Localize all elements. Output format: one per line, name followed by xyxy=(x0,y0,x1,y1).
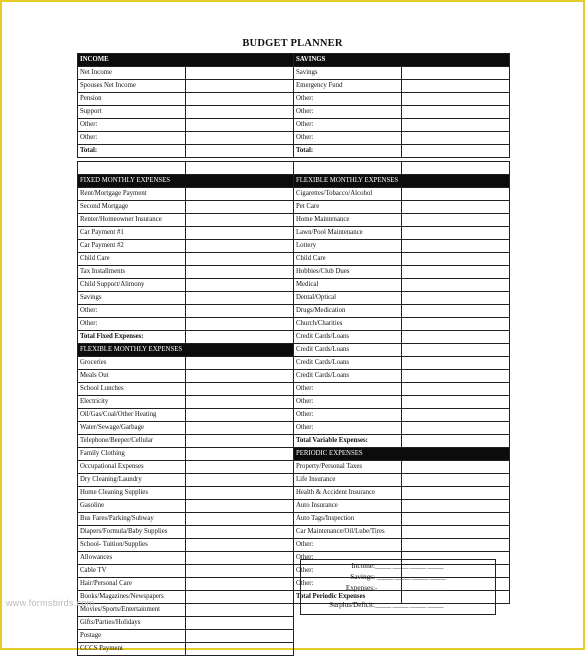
expense-label: Auto Tags/Inspection xyxy=(294,513,402,526)
expense-label: Home Maintenance xyxy=(294,214,402,227)
expense-amount-cell[interactable] xyxy=(186,201,294,214)
expense-amount-cell[interactable] xyxy=(402,370,510,383)
table-row xyxy=(78,526,510,539)
expense-label: Gasoline xyxy=(78,500,186,513)
expense-amount-cell[interactable] xyxy=(402,253,510,266)
table-row xyxy=(78,80,510,93)
table-row xyxy=(78,201,510,214)
expense-label: Child Care xyxy=(78,253,186,266)
expense-amount-cell[interactable] xyxy=(186,565,294,578)
spacer-cell xyxy=(78,162,186,175)
expense-label: Pet Care xyxy=(294,201,402,214)
expense-amount-cell[interactable] xyxy=(186,435,294,448)
summary-surplus-line[interactable]: _____ _____ _____ _____ xyxy=(375,601,444,609)
expense-label: Total Variable Expenses: xyxy=(294,435,402,448)
savings-label: Other: xyxy=(294,106,402,119)
savings-header: SAVINGS xyxy=(294,54,510,67)
expense-amount-cell[interactable] xyxy=(186,500,294,513)
expense-label: Life Insurance xyxy=(294,474,402,487)
savings-label: Total: xyxy=(294,145,402,158)
expense-label: Renter/Homeowner Insurance xyxy=(78,214,186,227)
expense-amount-cell[interactable] xyxy=(402,305,510,318)
expense-label: Child Support/Alimony xyxy=(78,279,186,292)
savings-amount-cell[interactable] xyxy=(402,80,510,93)
expense-amount-cell[interactable] xyxy=(402,344,510,357)
expense-label: Savings xyxy=(78,292,186,305)
income-header: INCOME xyxy=(78,54,294,67)
expense-label: CCCS Payment xyxy=(78,643,186,656)
expense-amount-cell[interactable] xyxy=(402,526,510,539)
expense-label: School- Tuition/Supplies xyxy=(78,539,186,552)
expense-amount-cell[interactable] xyxy=(186,266,294,279)
expense-amount-cell[interactable] xyxy=(186,305,294,318)
expense-label: School Lunches xyxy=(78,383,186,396)
expense-amount-cell[interactable] xyxy=(186,279,294,292)
expense-amount-cell[interactable] xyxy=(186,487,294,500)
expense-label: Medical xyxy=(294,279,402,292)
table-row xyxy=(78,240,510,253)
expense-amount-cell[interactable] xyxy=(186,578,294,591)
expense-amount-cell[interactable] xyxy=(402,474,510,487)
table-row xyxy=(78,487,510,500)
table-row xyxy=(78,253,510,266)
expense-amount-cell[interactable] xyxy=(402,435,510,448)
expense-label: Credit Cards/Loans xyxy=(294,344,402,357)
expense-amount-cell[interactable] xyxy=(186,448,294,461)
expense-amount-cell[interactable] xyxy=(402,331,510,344)
expense-amount-cell[interactable] xyxy=(402,357,510,370)
expense-label: Telephone/Beeper/Cellular xyxy=(78,435,186,448)
income-label: Spouses Net Income xyxy=(78,80,186,93)
expense-amount-cell[interactable] xyxy=(402,292,510,305)
expense-amount-cell[interactable] xyxy=(402,201,510,214)
summary-expenses-row xyxy=(301,584,497,595)
expense-label: Credit Cards/Loans xyxy=(294,370,402,383)
table-row xyxy=(78,396,510,409)
spacer-cell xyxy=(402,162,510,175)
expense-amount-cell[interactable] xyxy=(186,422,294,435)
expense-amount-cell[interactable] xyxy=(402,279,510,292)
expense-amount-cell[interactable] xyxy=(402,214,510,227)
expense-label: Lawn/Pool Maintenance xyxy=(294,227,402,240)
watermark: www.formsbirds.com xyxy=(6,598,95,608)
summary-income-line[interactable]: _____ _____ _____ _____ xyxy=(375,562,444,570)
expense-label: Movies/Sports/Entertainment xyxy=(78,604,186,617)
empty-cell xyxy=(294,617,510,630)
income-amount-cell[interactable] xyxy=(186,145,294,158)
table-row xyxy=(78,93,510,106)
expense-amount-cell[interactable] xyxy=(186,357,294,370)
savings-label: Savings xyxy=(294,67,402,80)
income-amount-cell[interactable] xyxy=(186,80,294,93)
savings-amount-cell[interactable] xyxy=(402,67,510,80)
table-row xyxy=(78,448,510,461)
expense-label: Electricity xyxy=(78,396,186,409)
expense-label: Health & Accident Insurance xyxy=(294,487,402,500)
expense-amount-cell[interactable] xyxy=(186,604,294,617)
expense-amount-cell[interactable] xyxy=(402,188,510,201)
expense-label: Car Maintenance/Oil/Lube/Tires xyxy=(294,526,402,539)
expense-label: Car Payment #1 xyxy=(78,227,186,240)
expense-label: Other: xyxy=(294,578,402,591)
spacer-cell xyxy=(186,162,294,175)
expense-amount-cell[interactable] xyxy=(402,227,510,240)
expense-amount-cell[interactable] xyxy=(186,227,294,240)
expense-amount-cell[interactable] xyxy=(186,253,294,266)
table-row xyxy=(78,227,510,240)
expense-label: Other: xyxy=(294,422,402,435)
expense-label: Other: xyxy=(294,383,402,396)
table-row xyxy=(78,145,510,158)
table-header-row xyxy=(78,54,510,67)
income-label: Net Income xyxy=(78,67,186,80)
expense-label: Oil/Gas/Coal/Other Heating xyxy=(78,409,186,422)
expense-label: Dental/Optical xyxy=(294,292,402,305)
expense-label: Family Clothing xyxy=(78,448,186,461)
income-amount-cell[interactable] xyxy=(186,93,294,106)
income-label: Support xyxy=(78,106,186,119)
table-row xyxy=(78,422,510,435)
summary-savings-row xyxy=(301,573,497,584)
expense-label: Home Cleaning Supplies xyxy=(78,487,186,500)
minus-sign: - xyxy=(375,573,378,581)
income-amount-cell[interactable] xyxy=(186,106,294,119)
table-header-row xyxy=(78,175,510,188)
summary-income-row xyxy=(301,562,497,573)
savings-label: Emergency Fund xyxy=(294,80,402,93)
expense-amount-cell[interactable] xyxy=(186,188,294,201)
expense-label: Child Care xyxy=(294,253,402,266)
expense-label: Hair/Personal Care xyxy=(78,578,186,591)
income-label: Pension xyxy=(78,93,186,106)
expense-label: Property/Personal Taxes xyxy=(294,461,402,474)
expense-amount-cell[interactable] xyxy=(186,331,294,344)
periodic-expenses-header: PERIODIC EXPENSES xyxy=(294,448,510,461)
table-row xyxy=(78,305,510,318)
expense-amount-cell[interactable] xyxy=(402,318,510,331)
empty-cell xyxy=(294,630,510,643)
income-label: Total: xyxy=(78,145,186,158)
table-row xyxy=(78,474,510,487)
expense-amount-cell[interactable] xyxy=(402,266,510,279)
table-row xyxy=(78,409,510,422)
summary-expenses-blank: _____ _____ _____ _____ xyxy=(377,584,446,592)
minus-sign: - xyxy=(375,584,378,592)
expense-amount-cell[interactable] xyxy=(402,396,510,409)
expense-label: Lottery xyxy=(294,240,402,253)
expense-label: Cable TV xyxy=(78,565,186,578)
expense-label: Postage xyxy=(78,630,186,643)
expense-amount-cell[interactable] xyxy=(402,539,510,552)
expense-label: Other: xyxy=(294,565,402,578)
expense-amount-cell[interactable] xyxy=(186,318,294,331)
summary-savings-blank: _____ _____ _____ _____ xyxy=(377,573,446,581)
table-row xyxy=(78,214,510,227)
table-row xyxy=(78,617,510,630)
table-row xyxy=(78,106,510,119)
table-row xyxy=(78,513,510,526)
expense-label: Groceries xyxy=(78,357,186,370)
expense-label: Dry Cleaning/Laundry xyxy=(78,474,186,487)
expense-label: Meals Out xyxy=(78,370,186,383)
flexible-expenses-subheader: FLEXIBLE MONTHLY EXPENSES xyxy=(78,344,294,357)
table-row xyxy=(78,344,510,357)
expense-label: Other: xyxy=(294,552,402,565)
expense-amount-cell[interactable] xyxy=(186,474,294,487)
summary-savings-line[interactable] xyxy=(375,573,445,581)
expense-amount-cell[interactable] xyxy=(186,292,294,305)
table-row xyxy=(78,630,510,643)
summary-expenses-label: Expenses: xyxy=(345,584,375,592)
summary-expenses-line[interactable] xyxy=(375,584,445,592)
expense-label: Books/Magazines/Newspapers xyxy=(78,591,186,604)
spacer-row xyxy=(78,162,510,175)
expense-amount-cell[interactable] xyxy=(186,370,294,383)
expense-label: Other: xyxy=(78,305,186,318)
empty-cell xyxy=(294,643,510,656)
expense-label: Total Fixed Expenses: xyxy=(78,331,186,344)
table-row xyxy=(78,292,510,305)
expense-label: Rent/Mortgage Payment xyxy=(78,188,186,201)
expense-amount-cell[interactable] xyxy=(402,500,510,513)
savings-amount-cell[interactable] xyxy=(402,145,510,158)
expense-amount-cell[interactable] xyxy=(186,552,294,565)
expense-label: Second Mortgage xyxy=(78,201,186,214)
income-amount-cell[interactable] xyxy=(186,119,294,132)
expense-amount-cell[interactable] xyxy=(402,409,510,422)
expense-label: Church/Charities xyxy=(294,318,402,331)
expense-label: Occupational Expenses xyxy=(78,461,186,474)
income-savings-table xyxy=(77,53,510,158)
expense-amount-cell[interactable] xyxy=(186,383,294,396)
table-row xyxy=(78,318,510,331)
table-row xyxy=(78,132,510,145)
expense-label: Tax Installments xyxy=(78,266,186,279)
summary-income-label: Income: xyxy=(351,562,375,570)
table-row xyxy=(78,383,510,396)
savings-amount-cell[interactable] xyxy=(402,132,510,145)
expense-amount-cell[interactable] xyxy=(186,240,294,253)
expense-label: Gifts/Parties/Holidays xyxy=(78,617,186,630)
income-amount-cell[interactable] xyxy=(186,132,294,145)
table-row xyxy=(78,266,510,279)
summary-box xyxy=(300,559,496,615)
expense-label: Bus Fares/Parking/Subway xyxy=(78,513,186,526)
expense-amount-cell[interactable] xyxy=(186,643,294,656)
expense-label: Auto Insurance xyxy=(294,500,402,513)
expense-label: Other: xyxy=(294,396,402,409)
expense-amount-cell[interactable] xyxy=(402,422,510,435)
savings-label: Other: xyxy=(294,132,402,145)
expense-label: Credit Cards/Loans xyxy=(294,357,402,370)
savings-amount-cell[interactable] xyxy=(402,106,510,119)
page-title: BUDGET PLANNER xyxy=(242,38,343,49)
expense-amount-cell[interactable] xyxy=(402,240,510,253)
expense-amount-cell[interactable] xyxy=(186,539,294,552)
table-row xyxy=(78,539,510,552)
summary-surplus-row xyxy=(301,601,497,612)
expense-label: Drugs/Medication xyxy=(294,305,402,318)
expense-amount-cell[interactable] xyxy=(186,526,294,539)
expense-label: Other: xyxy=(78,318,186,331)
summary-surplus-label: Surplus/Deficit: xyxy=(329,601,375,609)
expense-label: Credit Cards/Loans xyxy=(294,331,402,344)
expense-label: Diapers/Formula/Baby Supplies xyxy=(78,526,186,539)
expense-amount-cell[interactable] xyxy=(186,591,294,604)
expense-amount-cell[interactable] xyxy=(402,383,510,396)
expense-amount-cell[interactable] xyxy=(186,630,294,643)
income-amount-cell[interactable] xyxy=(186,67,294,80)
expense-label: Other: xyxy=(294,409,402,422)
table-row xyxy=(78,331,510,344)
table-row xyxy=(78,370,510,383)
table-row xyxy=(78,500,510,513)
expense-label: Other: xyxy=(294,539,402,552)
savings-amount-cell[interactable] xyxy=(402,119,510,132)
savings-amount-cell[interactable] xyxy=(402,93,510,106)
income-label: Other: xyxy=(78,132,186,145)
summary-savings-label: Savings: xyxy=(350,573,375,581)
table-row xyxy=(78,435,510,448)
expense-label: Hobbies/Club Dues xyxy=(294,266,402,279)
expense-label: Cigarettes/Tobacco/Alcohol xyxy=(294,188,402,201)
table-row xyxy=(78,461,510,474)
expense-amount-cell[interactable] xyxy=(186,513,294,526)
table-row xyxy=(78,188,510,201)
expense-label: Allowances xyxy=(78,552,186,565)
expense-amount-cell[interactable] xyxy=(402,461,510,474)
expense-amount-cell[interactable] xyxy=(402,513,510,526)
table-row xyxy=(78,357,510,370)
expense-label: Water/Sewage/Garbage xyxy=(78,422,186,435)
expense-amount-cell[interactable] xyxy=(186,396,294,409)
expense-amount-cell[interactable] xyxy=(186,617,294,630)
expense-amount-cell[interactable] xyxy=(186,461,294,474)
savings-label: Other: xyxy=(294,93,402,106)
table-row xyxy=(78,279,510,292)
table-row xyxy=(78,119,510,132)
savings-label: Other: xyxy=(294,119,402,132)
spacer-cell xyxy=(294,162,402,175)
expense-label: Car Payment #2 xyxy=(78,240,186,253)
expense-amount-cell[interactable] xyxy=(186,409,294,422)
table-row xyxy=(78,67,510,80)
fixed-expenses-header: FIXED MONTHLY EXPENSES xyxy=(78,175,294,188)
expense-amount-cell[interactable] xyxy=(402,487,510,500)
flexible-expenses-header: FLEXIBLE MONTHLY EXPENSES xyxy=(294,175,510,188)
expense-label: Total Periodic Expenses xyxy=(294,591,402,604)
table-row xyxy=(78,643,510,656)
expense-amount-cell[interactable] xyxy=(186,214,294,227)
income-label: Other: xyxy=(78,119,186,132)
